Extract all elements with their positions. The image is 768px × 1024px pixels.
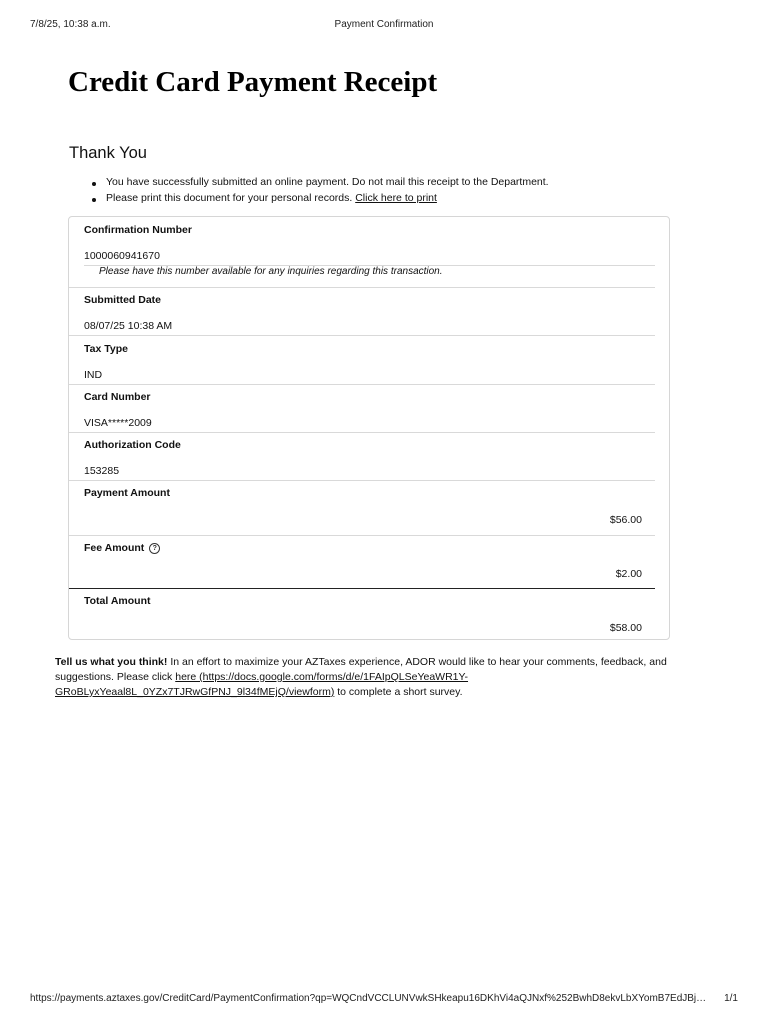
notice-print-text: Please print this document for your personal records. (106, 191, 356, 204)
print-header (30, 19, 738, 33)
print-date: 7/8/25, 10:38 a.m. (30, 19, 111, 30)
payment-amount-value: $56.00 (609, 514, 642, 526)
print-url: https://payments.aztaxes.gov/CreditCard/PaymentConfirmation?qp=WQCndVCCLUNVwkSHkeapu16DKhVi4aQJNxf%252BwhD8ekvLbXYomB7EdJBj… (30, 993, 707, 1004)
notice-print (90, 191, 549, 207)
notice-submitted (90, 175, 549, 191)
divider (69, 287, 655, 288)
confirmation-note: Please have this number available for any inquiries regarding this transaction. (99, 266, 443, 277)
receipt-card (68, 216, 670, 640)
help-circle-icon[interactable]: ? (149, 543, 160, 554)
notice-list (90, 175, 549, 206)
feedback-text: In an effort to maximize your AZTaxes experience, ADOR would like to hear your comments, feedback, and suggestions. Please click (55, 656, 667, 683)
total-divider (69, 588, 655, 589)
tax-type-label: Tax Type (84, 343, 128, 355)
feedback-lead: Tell us what you think! (55, 656, 168, 668)
total-amount-value: $58.00 (609, 622, 642, 634)
divider (69, 384, 655, 385)
page-number: 1/1 (724, 993, 738, 1004)
card-number-value: VISA*****2009 (84, 417, 152, 429)
submitted-date-label: Submitted Date (84, 294, 162, 306)
notice-submitted-text: You have successfully submitted an online payment. Do not mail this receipt to the Department. (106, 176, 549, 188)
card-number-label: Card Number (84, 391, 151, 403)
fee-amount-label-group (84, 542, 160, 554)
page-title: Credit Card Payment Receipt (68, 66, 438, 98)
divider (69, 535, 655, 536)
print-document-title: Payment Confirmation (334, 19, 434, 30)
divider (69, 432, 655, 433)
fee-amount-value: $2.00 (615, 568, 642, 580)
total-amount-label: Total Amount (84, 595, 151, 607)
feedback-paragraph (55, 655, 695, 700)
authorization-code-value: 153285 (84, 465, 120, 477)
fee-amount-label: Fee Amount (84, 542, 145, 554)
print-link[interactable]: Click here to print (355, 191, 437, 204)
feedback-tail: to complete a short survey. (334, 686, 463, 698)
survey-link[interactable]: here (https://docs.google.com/forms/d/e/1FAIpQLSeYeaWR1Y-GRoBLyxYeaal8L_0YZx7TJRwGfPNJ_9l34fMEjQ/viewform) (55, 671, 469, 698)
payment-amount-label: Payment Amount (84, 487, 170, 499)
divider (69, 335, 655, 336)
authorization-code-label: Authorization Code (84, 439, 181, 451)
divider (69, 480, 655, 481)
submitted-date-value: 08/07/25 10:38 AM (84, 320, 173, 332)
thank-you-heading: Thank You (69, 144, 147, 162)
confirmation-number-label: Confirmation Number (84, 224, 192, 236)
print-footer (30, 993, 738, 1007)
confirmation-number-value: 1000060941670 (84, 250, 160, 262)
tax-type-value: IND (84, 369, 103, 381)
